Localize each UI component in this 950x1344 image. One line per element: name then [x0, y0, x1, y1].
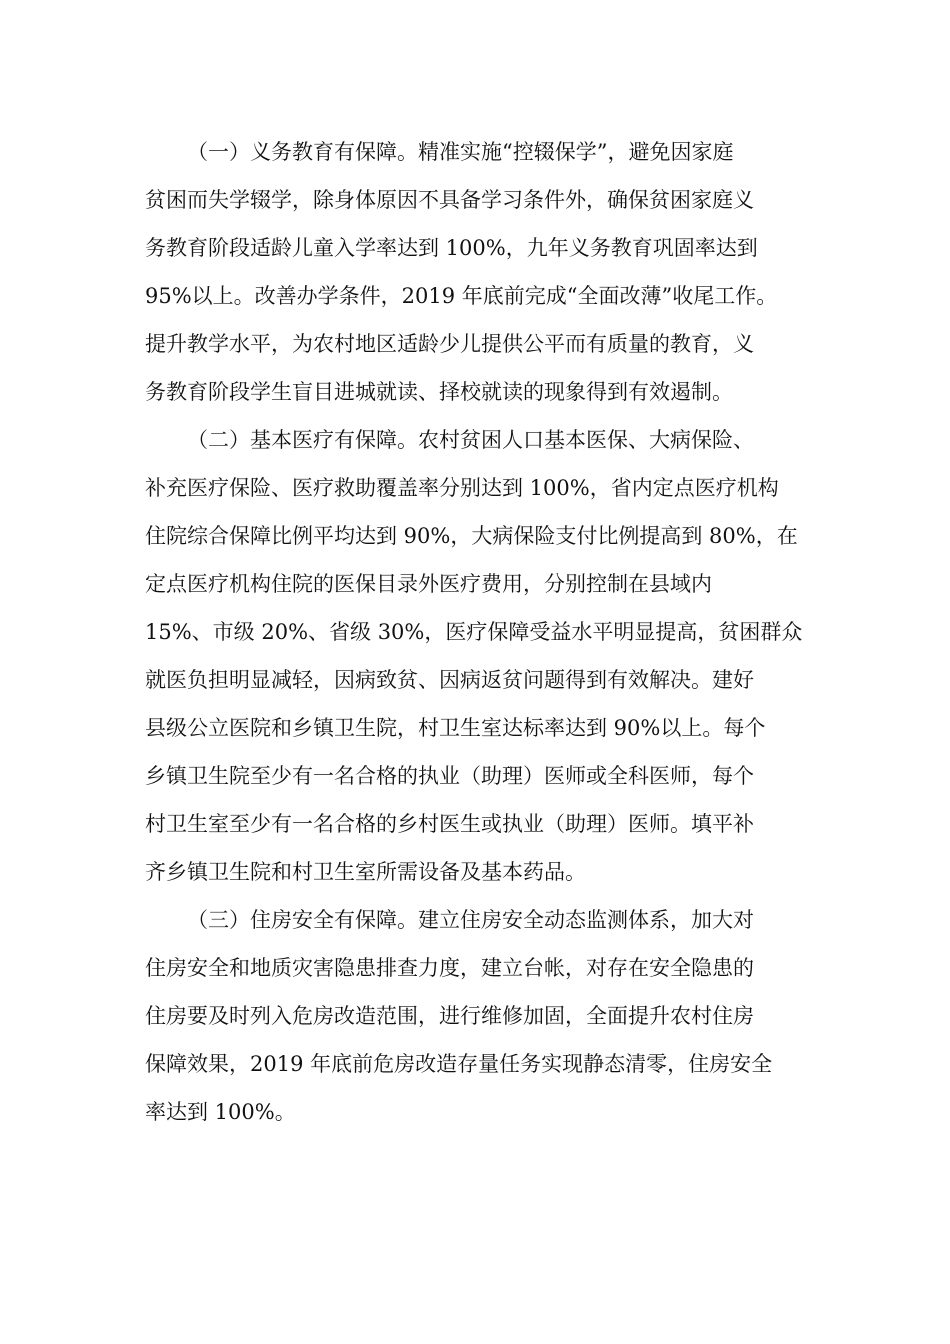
text-line: 住院综合保障比例平均达到 90%，大病保险支付比例提高到 80%，在: [145, 524, 798, 548]
paragraph-basic-medical: [145, 416, 805, 896]
text-line: 定点医疗机构住院的医保目录外医疗费用，分别控制在县域内: [145, 572, 712, 596]
text-line: 住房要及时列入危房改造范围，进行维修加固，全面提升农村住房: [145, 1004, 754, 1028]
text-line: 提升教学水平，为农村地区适龄少儿提供公平而有质量的教育，义: [145, 332, 754, 356]
text-line: 务教育阶段适龄儿童入学率达到 100%，九年义务教育巩固率达到: [145, 236, 758, 260]
text-line: 就医负担明显减轻，因病致贫、因病返贫问题得到有效解决。建好: [145, 668, 754, 692]
paragraph-compulsory-education: [145, 128, 805, 416]
text-line: 齐乡镇卫生院和村卫生室所需设备及基本药品。: [145, 860, 586, 884]
text-line: 率达到 100%。: [145, 1100, 296, 1124]
text-line: 县级公立医院和乡镇卫生院，村卫生室达标率达到 90%以上。每个: [145, 716, 766, 740]
text-line: （三）住房安全有保障。建立住房安全动态监测体系，加大对: [187, 908, 754, 932]
text-line: 乡镇卫生院至少有一名合格的执业（助理）医师或全科医师，每个: [145, 764, 754, 788]
document-body: [145, 128, 805, 1136]
text-line: 保障效果，2019 年底前危房改造存量任务实现静态清零，住房安全: [145, 1052, 773, 1076]
paragraph-housing-safety: [145, 896, 805, 1136]
text-line: 住房安全和地质灾害隐患排查力度，建立台帐，对存在安全隐患的: [145, 956, 754, 980]
text-line: （一）义务教育有保障。精准实施“控辍保学”，避免因家庭: [187, 140, 734, 164]
text-line: 15%、市级 20%、省级 30%，医疗保障受益水平明显提高，贫困群众: [145, 620, 803, 644]
text-line: 贫困而失学辍学，除身体原因不具备学习条件外，确保贫困家庭义: [145, 188, 754, 212]
text-line: 务教育阶段学生盲目进城就读、择校就读的现象得到有效遏制。: [145, 380, 733, 404]
text-line: 村卫生室至少有一名合格的乡村医生或执业（助理）医师。填平补: [145, 812, 754, 836]
text-line: 补充医疗保险、医疗救助覆盖率分别达到 100%，省内定点医疗机构: [145, 476, 779, 500]
text-line: 95%以上。改善办学条件，2019 年底前完成“全面改薄”收尾工作。: [145, 284, 778, 308]
text-line: （二）基本医疗有保障。农村贫困人口基本医保、大病保险、: [187, 428, 754, 452]
